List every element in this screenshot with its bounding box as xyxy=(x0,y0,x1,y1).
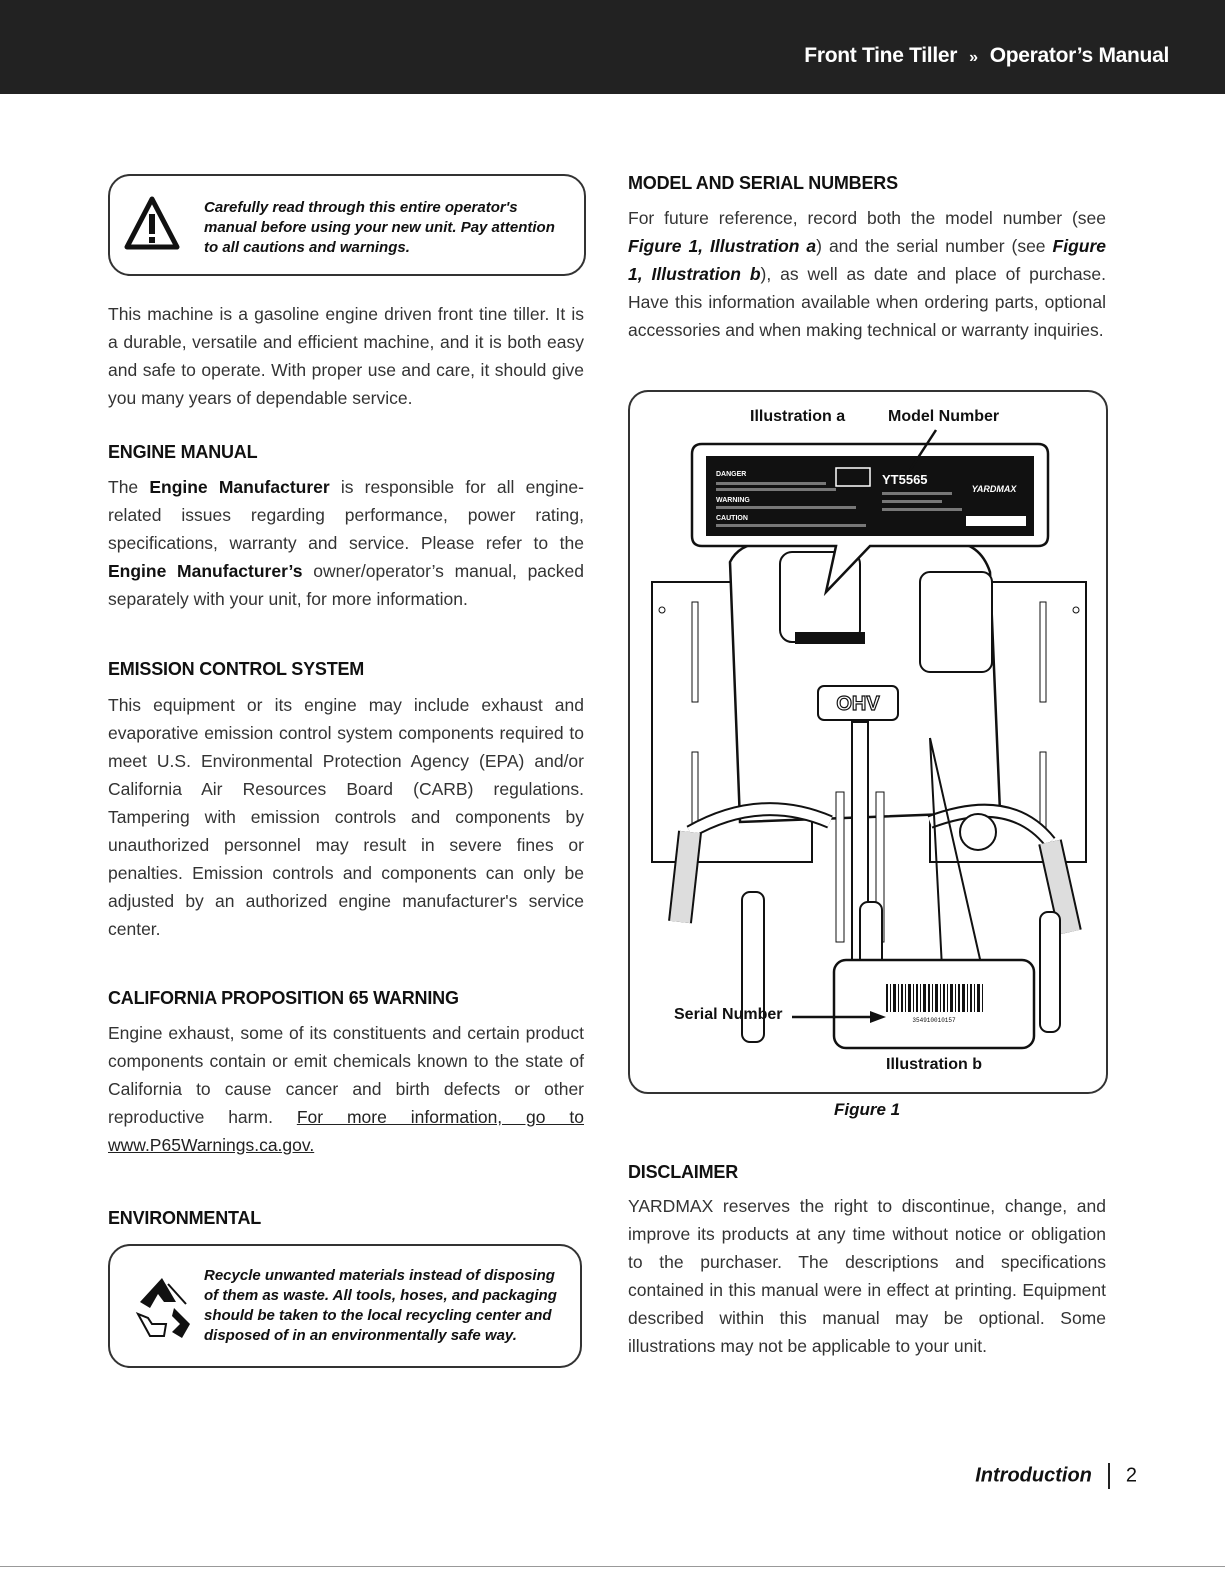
tiller-illustration xyxy=(630,392,1106,1092)
label-brand-text: YARDMAX xyxy=(971,484,1017,494)
figure-caption: Figure 1 xyxy=(834,1100,901,1119)
emission-paragraph: This equipment or its engine may include exhaust and evaporative emission control system components required to meet U.S. Environmental Protection Agency (EPA) and/or California Air Resources Board (CARB) regulations. Tampering with emission controls and components by unauthorized personnel may result in severe fines or penalties. Emission controls and components can only be adjusted by an authorized engine manufacturer's service center. xyxy=(108,695,584,939)
prop65-paragraph: Engine exhaust, some of its constituents and certain product components contain or emit chemicals known to the state of California to cause cancer and birth defects or other reproductive harm. For more information, go to www.P65Warnings.ca.gov. xyxy=(108,1023,585,1155)
prop65-heading: CALIFORNIA PROPOSITION 65 WARNING xyxy=(108,988,459,1008)
label-model-text: YT5565 xyxy=(882,472,928,487)
page-number: 2 xyxy=(1125,1464,1137,1487)
label-caution-text: CAUTION xyxy=(716,515,748,522)
header-bar xyxy=(0,0,1225,94)
disclaimer-paragraph: YARDMAX reserves the right to discontinue, change, and improve its products at any time without notice or obligation to the purchaser. The descriptions and specifications contained in this manual were in effect at printing. Equipment described within this manual may be optional. Some illustrations may not be applicable to your unit. xyxy=(628,1196,1106,1356)
emission-heading: EMISSION CONTROL SYSTEM xyxy=(108,659,365,679)
model-serial-paragraph: For future reference, record both the model number (see Figure 1, Illustration a) and the serial number (see Figure 1, Illustration b), as well as date and place of purchase. Have this information available when ordering parts, optional accessories and when making technical or warranty inquiries. xyxy=(628,208,1106,340)
p65-warnings-link[interactable]: For more information, go to www.P65Warnings.ca.gov. xyxy=(108,1107,585,1155)
recycle-callout-text: Recycle unwanted materials instead of disposing of them as waste. All tools, hoses, and packaging should be taken to the local recycling center and disposed of in an environmentally safe way. xyxy=(204,1267,557,1344)
breadcrumb-product: Front Tine Tiller xyxy=(804,44,958,67)
label-danger-text: DANGER xyxy=(716,471,747,478)
breadcrumb-document: Operator’s Manual xyxy=(989,44,1169,67)
model-number-label: Model Number xyxy=(888,408,1000,425)
ohv-badge: OHV xyxy=(836,693,880,715)
label-warning-text: WARNING xyxy=(716,497,750,504)
page-footer xyxy=(975,1463,1137,1489)
engine-manual-heading: ENGINE MANUAL xyxy=(108,442,258,462)
warning-callout-text: Carefully read through this entire operator's manual before using your new unit. Pay attention to all cautions and warnings. xyxy=(204,199,555,256)
environmental-heading: ENVIRONMENTAL xyxy=(108,1208,262,1228)
engine-manufacturers-bold: Engine Manufacturer’s xyxy=(108,561,303,581)
warning-triangle-icon xyxy=(124,196,180,250)
serial-number-label: Serial Number xyxy=(674,1006,783,1023)
engine-manual-paragraph: The Engine Manufacturer is responsible for all engine-related issues regarding performance, power rating, specifications, warranty and service. Please refer to the Engine Manufacturer’s owner/operator’s manual, packed separately with your unit, for more information. xyxy=(108,477,584,609)
model-serial-heading: MODEL AND SERIAL NUMBERS xyxy=(628,173,898,193)
recycle-callout xyxy=(108,1244,582,1368)
figure-ref-a: Figure 1, Illustration a xyxy=(628,236,817,256)
breadcrumb-separator: » xyxy=(969,49,978,66)
barcode-number: 354910010157 xyxy=(912,1017,956,1024)
illustration-a-label: Illustration a xyxy=(750,408,846,425)
footer-section: Introduction xyxy=(975,1464,1092,1487)
breadcrumb xyxy=(804,44,1169,68)
warning-callout xyxy=(108,174,586,276)
recycle-icon xyxy=(128,1274,196,1342)
figure-ref-b: Figure 1, Illustration b xyxy=(628,236,1106,284)
engine-manufacturer-bold: Engine Manufacturer xyxy=(149,477,330,497)
bottom-rule xyxy=(0,1566,1225,1567)
barcode-icon xyxy=(884,984,984,1012)
disclaimer-heading: DISCLAIMER xyxy=(628,1162,738,1182)
intro-paragraph: This machine is a gasoline engine driven front tine tiller. It is a durable, versatile and efficient machine, and it is both easy and safe to operate. With proper use and care, it should give you many years of dependable service. xyxy=(108,304,584,408)
figure-1-box xyxy=(628,390,1108,1094)
footer-divider xyxy=(1108,1463,1110,1489)
illustration-b-label: Illustration b xyxy=(886,1056,982,1073)
